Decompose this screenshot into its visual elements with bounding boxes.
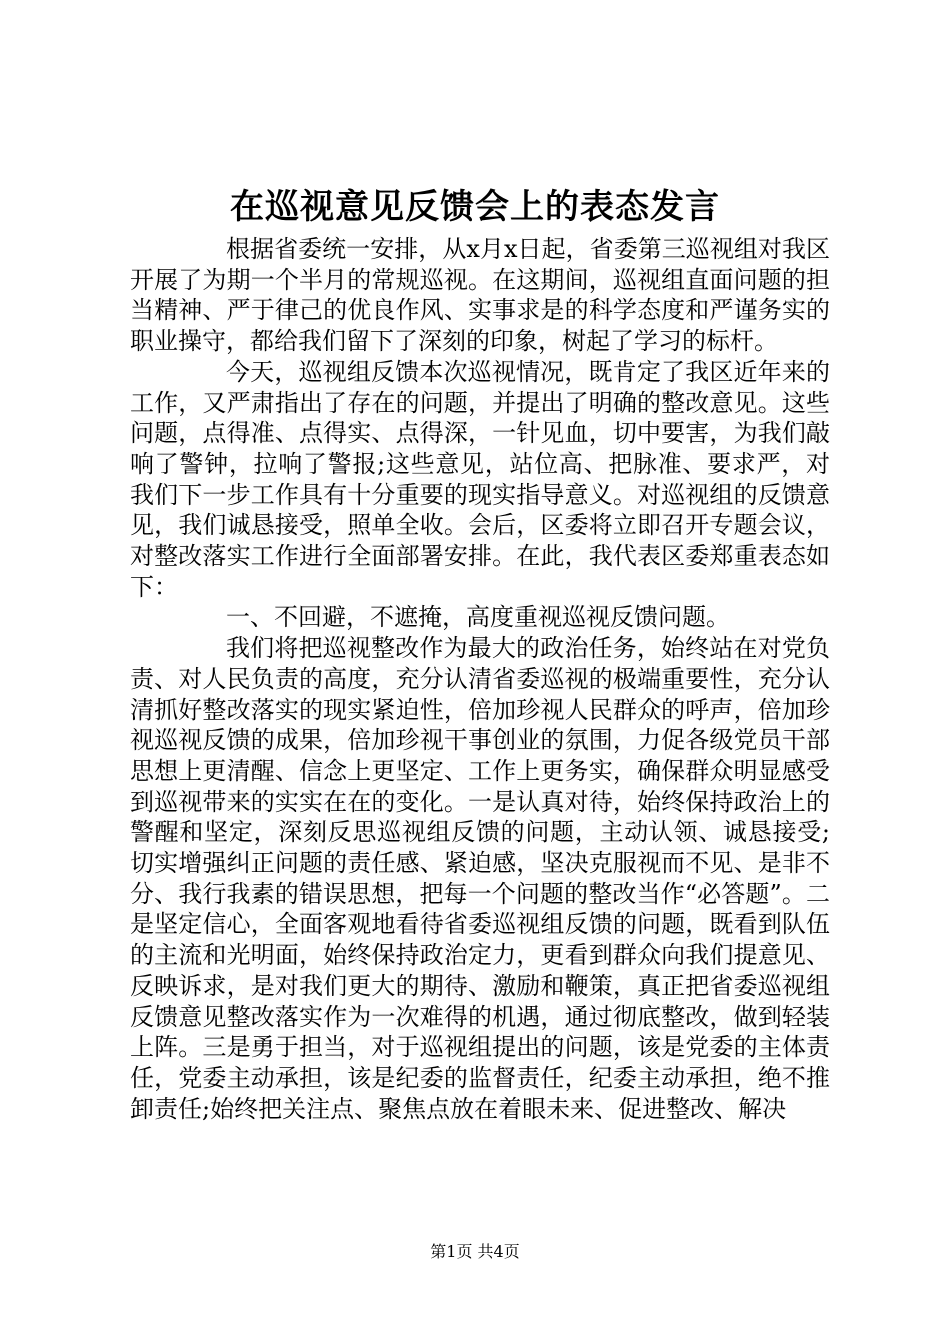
paragraph-feedback: 今天，巡视组反馈本次巡视情况，既肯定了我区近年来的工作，又严肃指出了存在的问题，并提出了明确的整改意见。这些问题，点得准、点得实、点得深，一针见血，切中要害，为我们敲响了警钟，拉响了警报;这些意见，站位高、把脉准、要求严，对我们下一步工作具有十分重要的现实指导意义。对巡视组的反馈意见，我们诚恳接受，照单全收。会后，区委将立即召开专题会议，对整改落实工作进行全面部署安排。在此，我代表区委郑重表态如下：: [130, 357, 830, 601]
document-body: [130, 234, 830, 1124]
document-title: 在巡视意见反馈会上的表态发言: [230, 187, 720, 227]
section-heading-1: 一、不回避，不遮掩，高度重视巡视反馈问题。: [226, 603, 730, 632]
paragraph-rectification: 我们将把巡视整改作为最大的政治任务，始终站在对党负责、对人民负责的高度，充分认清省委巡视的极端重要性，充分认清抓好整改落实的现实紧迫性，倍加珍视人民群众的呼声，倍加珍视巡视反馈的成果，倍加珍视干事创业的氛围，力促各级党员干部思想上更清醒、信念上更坚定、工作上更务实，确保群众明显感受到巡视带来的实实在在的变化。一是认真对待，始终保持政治上的警醒和坚定，深刻反思巡视组反馈的问题，主动认领、诚恳接受;切实增强纠正问题的责任感、紧迫感，坚决克服视而不见、是非不分、我行我素的错误思想，把每一个问题的整改当作“必答题”。二是坚定信心，全面客观地看待省委巡视组反馈的问题，既看到队伍的主流和光明面，始终保持政治定力，更看到群众向我们提意见、反映诉求，是对我们更大的期待、激励和鞭策，真正把省委巡视组反馈意见整改落实作为一次难得的机遇，通过彻底整改，做到轻装上阵。三是勇于担当，对于巡视组提出的问题，该是党委的主体责任，党委主动承担，该是纪委的监督责任，纪委主动承担，绝不推卸责任;始终把关注点、聚焦点放在着眼未来、促进整改、解决: [130, 634, 830, 1123]
paragraph-intro: 根据省委统一安排，从x月x日起，省委第三巡视组对我区开展了为期一个半月的常规巡视。在这期间，巡视组直面问题的担当精神、严于律己的优良作风、实事求是的科学态度和严谨务实的职业操守，都给我们留下了深刻的印象，树起了学习的标杆。: [130, 235, 830, 356]
page-footer: 第1页 共4页: [430, 1242, 520, 1261]
